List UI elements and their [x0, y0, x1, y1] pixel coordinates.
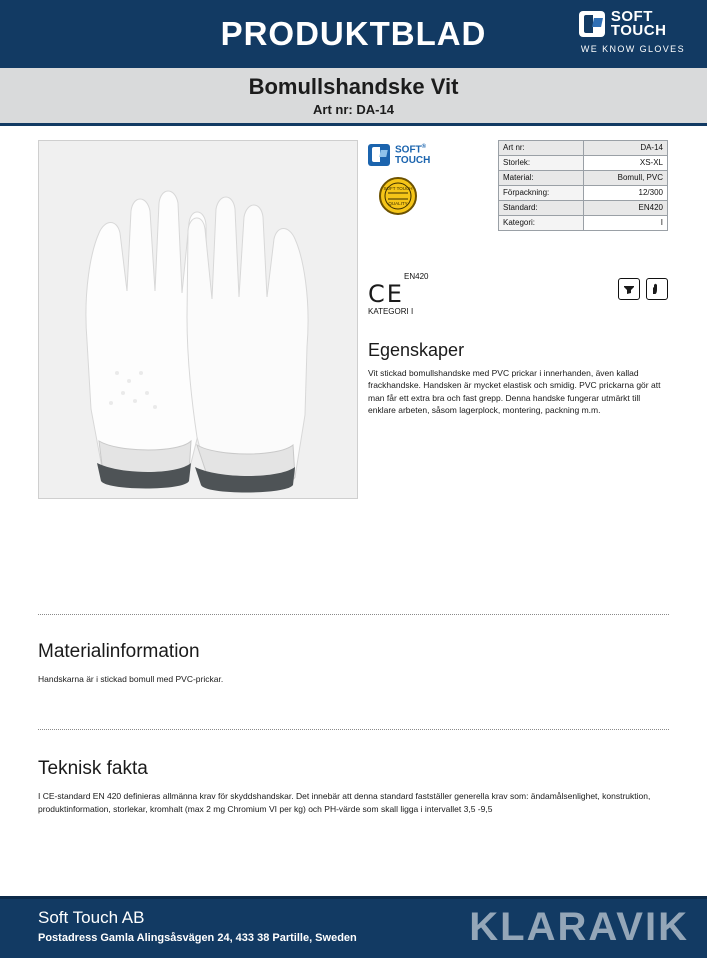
hand-protection-icon	[646, 278, 668, 300]
section-title-egenskaper: Egenskaper	[368, 340, 465, 360]
table-row	[499, 156, 668, 171]
page-header	[0, 0, 707, 68]
logo-word-bottom: TOUCH	[610, 22, 667, 40]
pictogram-group	[618, 278, 668, 300]
section-title-teknisk-fakta: Teknisk fakta	[38, 758, 148, 779]
ce-mark-icon: CE	[368, 280, 404, 308]
svg-text:SOFT TOUCH: SOFT TOUCH	[383, 186, 413, 191]
spec-key: Art nr:	[499, 141, 584, 156]
brand-and-spec-row	[368, 140, 668, 226]
product-image	[38, 140, 358, 499]
section-teknisk-fakta	[38, 758, 669, 816]
specification-table	[498, 140, 668, 231]
table-row	[499, 201, 668, 216]
soft-touch-logo-icon-small	[368, 144, 390, 166]
brand-logo	[579, 10, 685, 54]
section-title-materialinformation: Materialinformation	[38, 641, 200, 662]
table-row	[499, 141, 668, 156]
brand-word-top: SOFT	[395, 144, 422, 156]
brand-word-bottom: TOUCH	[395, 154, 431, 166]
product-details-column	[368, 140, 668, 415]
certification-badge-icon	[378, 176, 418, 216]
spec-value: XS-XL	[584, 156, 668, 171]
table-row	[499, 171, 668, 186]
section-egenskaper	[368, 340, 668, 416]
spec-key: Standard:	[499, 201, 584, 216]
ce-mark-block	[368, 272, 428, 316]
product-article-number: Art nr: DA-14	[313, 102, 394, 117]
table-row	[499, 186, 668, 201]
section-materialinformation	[38, 641, 669, 686]
footer-company-name: Soft Touch AB	[38, 908, 145, 927]
product-subheader	[0, 68, 707, 126]
spec-key: Kategori:	[499, 216, 584, 231]
divider-1	[38, 614, 669, 615]
registered-mark: ®	[421, 144, 427, 151]
brand-logo-small	[368, 144, 430, 166]
logo-tagline: WE KNOW GLOVES	[580, 43, 685, 54]
soft-touch-logo-icon	[579, 11, 605, 37]
footer-address: Postadress Gamla Alingsåsvägen 24, 433 38 Partille, Sweden	[38, 932, 357, 945]
divider-2	[38, 729, 669, 730]
watermark: KLARAVIK	[469, 905, 689, 949]
logo-word-top: SOFT	[610, 8, 653, 25]
page-footer	[0, 896, 707, 958]
spec-key: Material:	[499, 171, 584, 186]
page-title: PRODUKTBLAD	[220, 15, 487, 52]
spec-key: Förpackning:	[499, 186, 584, 201]
spec-value: EN420	[584, 201, 668, 216]
section-text-materialinformation: Handskarna är i stickad bomull med PVC-prickar.	[38, 674, 224, 684]
product-name: Bomullshandske Vit	[248, 74, 459, 99]
section-text-teknisk-fakta: I CE-standard EN 420 definieras allmänna krav för skyddshandskar. Det innebär att denna standard fastställer generella krav som: ändamålsenlighet, konstruktion, produktinformation, storlekar, kromhalt (max 2 mg Chromium VI per kg) och PH-värde som skall ligga i intervallet 3,5 -9,5	[38, 791, 651, 815]
svg-text:QUALITY: QUALITY	[388, 201, 408, 206]
section-text-egenskaper: Vit stickad bomullshandske med PVC prickar i innerhanden, även kallad frackhandske. Handsken är mycket elastisk och smidig. PVC prickarna gör att man får ett extra bra och fast grepp. Denna handske fungerar utmärkt till enklare arbeten, såsom lagerplock, montering, packning m.m.	[368, 368, 661, 415]
spec-value: I	[584, 216, 668, 231]
spec-value: 12/300	[584, 186, 668, 201]
spec-value: DA-14	[584, 141, 668, 156]
ce-norm-label: EN420	[404, 272, 429, 281]
ce-category-label: KATEGORI I	[368, 307, 414, 316]
table-row	[499, 216, 668, 231]
care-instructions-icon	[618, 278, 640, 300]
spec-key: Storlek:	[499, 156, 584, 171]
spec-value: Bomull, PVC	[584, 171, 668, 186]
